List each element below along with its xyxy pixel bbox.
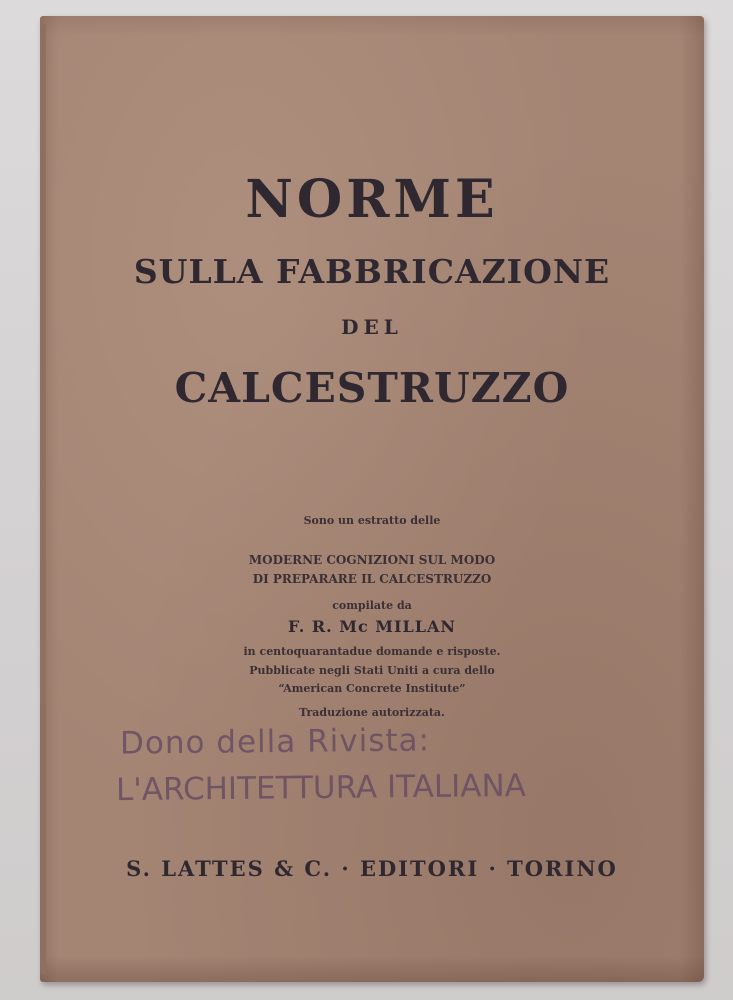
title-calcestruzzo: CALCESTRUZZO — [174, 364, 570, 412]
title-norme: NORME — [245, 169, 499, 230]
subtitle-traduzione-line: Traduzione autorizzata. — [299, 706, 445, 719]
subtitle-institute-line: “American Concrete Institute” — [278, 682, 466, 695]
title-del: DEL — [341, 315, 403, 339]
subtitle-moderne-line: MODERNE COGNIZIONI SUL MODO — [248, 553, 496, 567]
subtitle-compilate-line: compilate da — [332, 599, 412, 612]
book-cover — [40, 16, 704, 982]
title-sulla-fabbricazione: SULLA FABBRICAZIONE — [133, 252, 611, 291]
publisher-line: S. LATTES & C. · EDITORI · TORINO — [126, 856, 618, 881]
cover-left-edge — [40, 24, 46, 974]
subtitle-extract-line: Sono un estratto delle — [303, 514, 441, 527]
subtitle-domande-line: in centoquarantadue domande e risposte. — [243, 645, 501, 658]
author-name: F. R. Mc MILLAN — [287, 617, 457, 636]
stamp-dono-line: Dono della Rivista: — [119, 722, 431, 762]
subtitle-preparare-line: DI PREPARARE IL CALCESTRUZZO — [252, 572, 492, 586]
stamp-rivista-name: L'ARCHITETTURA ITALIANA — [115, 767, 527, 809]
subtitle-pubblicate-line: Pubblicate negli Stati Uniti a cura dello — [249, 664, 495, 677]
